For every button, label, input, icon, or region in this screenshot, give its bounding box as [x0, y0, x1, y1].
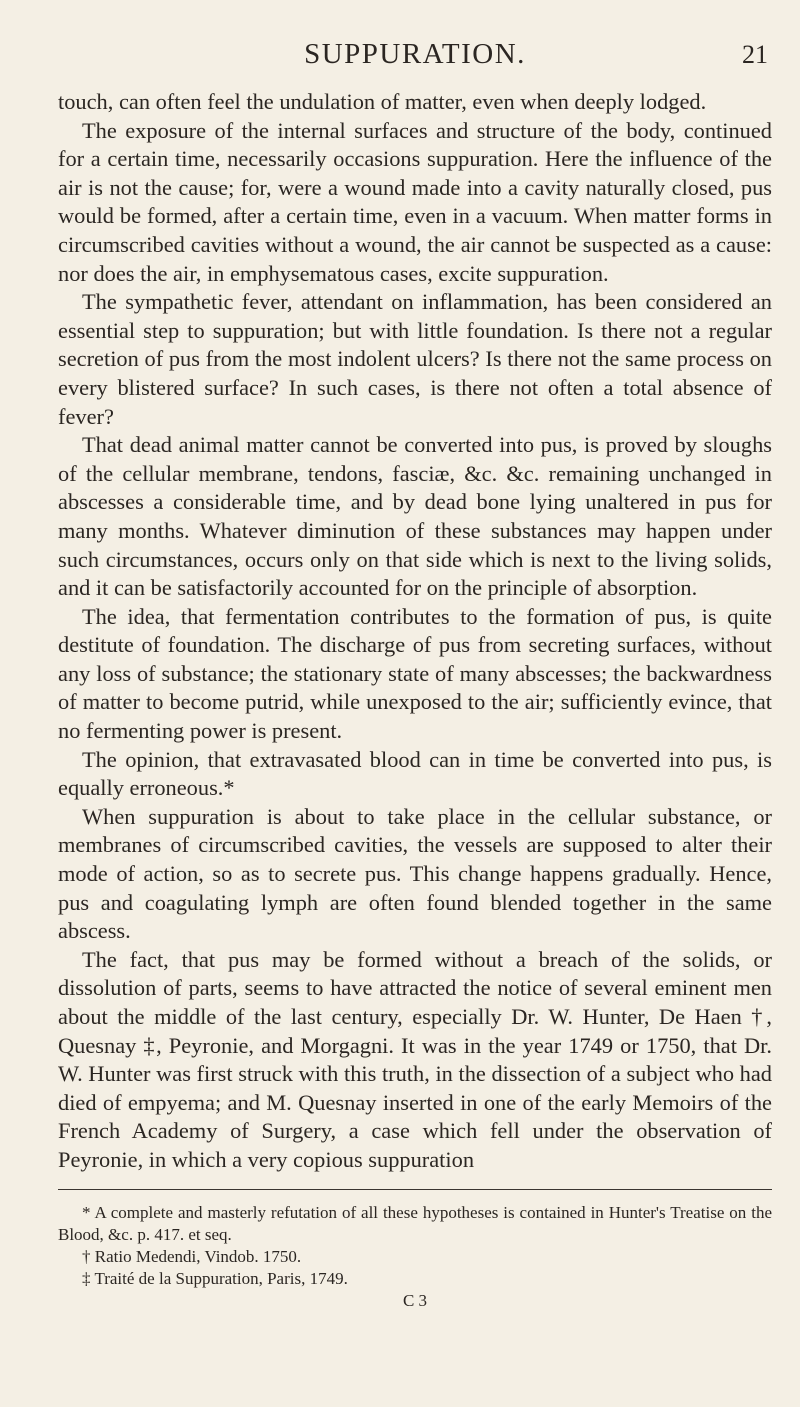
- paragraph: The sympathetic fever, attendant on inflammation, has been considered an essential step to suppuration; but with little foundation. Is there not a regular secretion of pus from the most indolent ulcers? Is there not the same process on every blistered surface? In such cases, is there not often a total absence of fever?: [58, 289, 772, 429]
- footnote: ‡ Traité de la Suppuration, Paris, 1749.: [82, 1268, 348, 1288]
- paragraph: The exposure of the internal surfaces and structure of the body, continued for a certain time, necessarily occasions suppuration. Here the influence of the air is not the cause; for, were a wound made into a cavity naturally closed, pus would be formed, after a certain time, even in a vacuum. When matter forms in circumscribed cavities without a wound, the air cannot be suspected as a cause: nor does the air, in emphysematous cases, excite suppuration.: [58, 117, 772, 286]
- footnotes: [58, 1189, 772, 1290]
- paragraph: When suppuration is about to take place in the cellular substance, or membranes of circumscribed cavities, the vessels are supposed to alter their mode of action, so as to secrete pus. This change happens gradually. Hence, pus and coagulating lymph are often found blended together in the same abscess.: [58, 803, 772, 944]
- footnote: † Ratio Medendi, Vindob. 1750.: [82, 1246, 302, 1266]
- page-number: 21: [742, 40, 768, 69]
- paragraph: That dead animal matter cannot be converted into pus, is proved by sloughs of the cellular membrane, tendons, fasciæ, &c. &c. remaining unchanged in abscesses a considerable time, and by dead bone lying unaltered in pus for many months. Whatever diminution of these substances may happen under such circumstances, occurs only on that side which is next to the living solids, and it can be satisfactorily accounted for on the principle of absorption.: [58, 432, 772, 601]
- paragraph: The fact, that pus may be formed without a breach of the solids, or dissolution of parts, seems to have attracted the notice of several eminent men about the middle of the last century, especially Dr. W. Hunter, De Haen †, Quesnay ‡, Peyronie, and Morgagni. It was in the year 1749 or 1750, that Dr. W. Hunter was first struck with this truth, in the dissection of a subject who had died of empyema; and M. Quesnay inserted in one of the early Memoirs of the French Academy of Surgery, a case which fell under the observation of Peyronie, in which a very copious suppuration: [58, 946, 772, 1172]
- paragraph: The opinion, that extravasated blood can in time be converted into pus, is equally erroneous.*: [58, 746, 772, 801]
- running-title: SUPPURATION.: [304, 38, 526, 70]
- paragraph: The idea, that fermentation contributes to the formation of pus, is quite destitute of foundation. The discharge of pus from secreting surfaces, without any loss of substance; the stationary state of many abscesses; the backwardness of matter to become putrid, while unexposed to the air; sufficiently evince, that no fermenting power is present.: [58, 603, 772, 744]
- footnote: * A complete and masterly refutation of all these hypotheses is contained in Hunter's Treatise on the Blood, &c. p. 417. et seq.: [58, 1202, 772, 1244]
- signature-mark: C 3: [402, 1290, 428, 1310]
- page-header: [58, 38, 772, 88]
- paragraph: touch, can often feel the undulation of matter, even when deeply lodged.: [58, 89, 707, 114]
- body-text: [58, 88, 772, 1175]
